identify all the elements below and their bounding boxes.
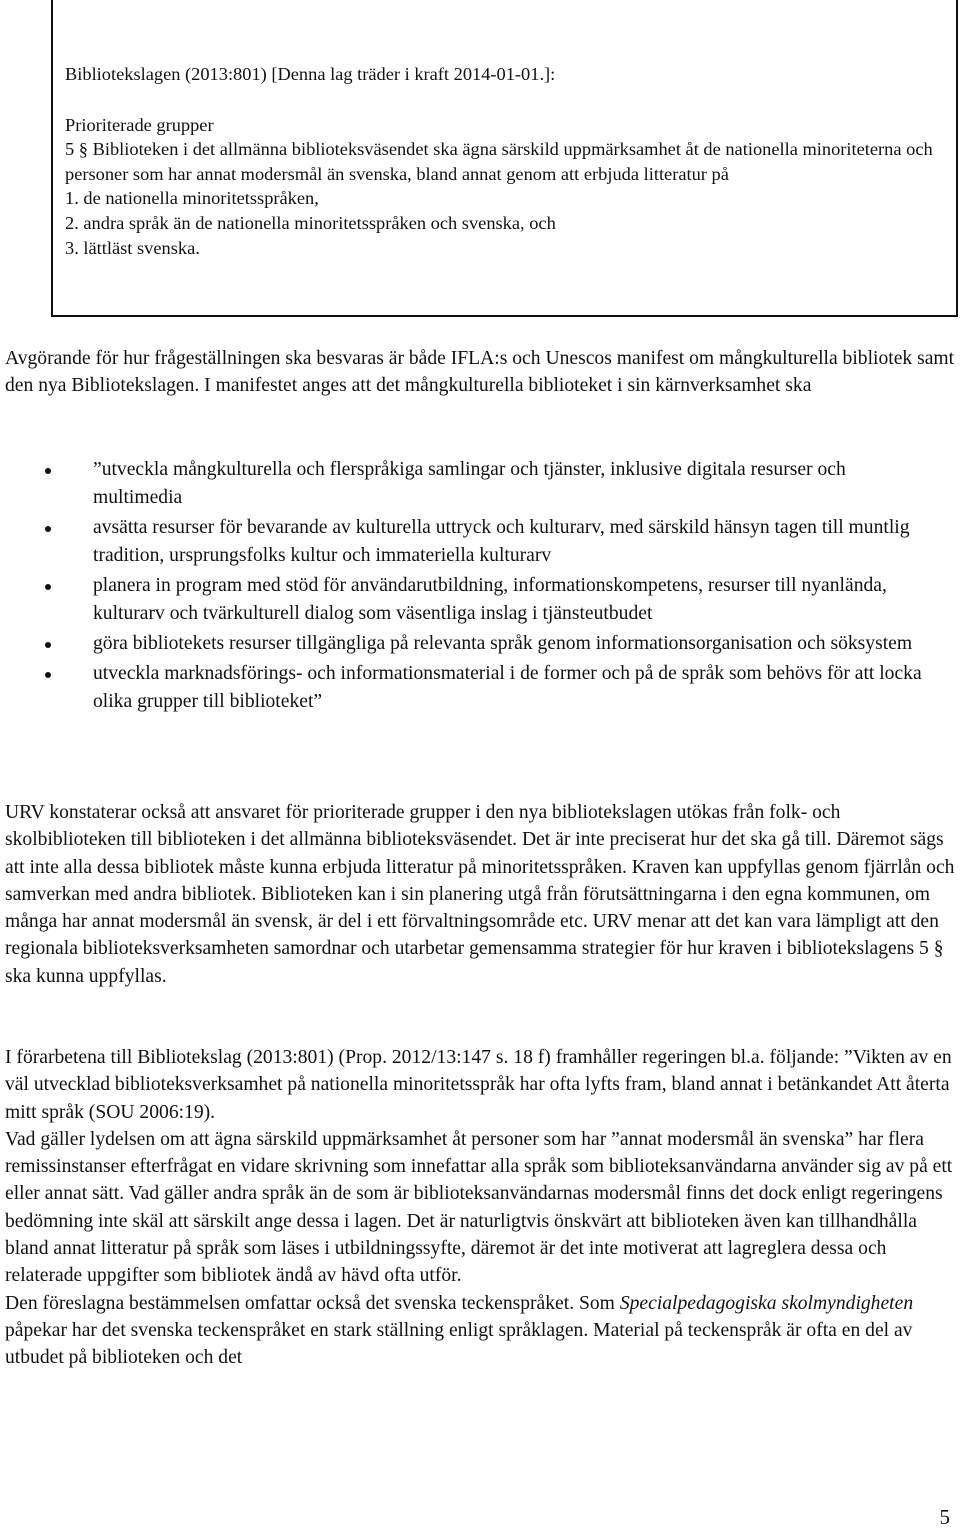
law-subheading: Prioriterade grupper bbox=[65, 114, 214, 135]
agency-name: Specialpedagogiska skolmyndigheten bbox=[619, 1292, 914, 1314]
prop-paragraph-3-end: påpekar har det svenska teckenspråket en stark ställning enligt språklagen. Material på teckenspråk är ofta en del av utbudet på biblioteken och det bbox=[5, 1319, 913, 1369]
page-number: 5 bbox=[939, 1505, 950, 1529]
bullet-text: ”utveckla mångkulturella och flerspråkiga samlingar och tjänster, inklusive digitala resurser och multimedia bbox=[93, 459, 846, 508]
bullet-icon bbox=[45, 526, 51, 532]
bullet-text: utveckla marknadsförings- och informationsmaterial i de former och på de språk som behövs för att locka olika grupper till biblioteket” bbox=[93, 663, 922, 712]
law-item-2: 2. andra språk än de nationella minoritetsspråken och svenska, och bbox=[65, 212, 556, 233]
list-item bbox=[45, 572, 935, 628]
list-item bbox=[45, 630, 935, 658]
bullet-text: avsätta resurser för bevarande av kulturella uttryck och kulturarv, med särskild hänsyn tagen till muntlig tradition, ursprungsfolks kultur och immateriella kulturarv bbox=[93, 517, 910, 566]
list-item bbox=[45, 514, 935, 570]
prop-quote-block bbox=[5, 1044, 955, 1372]
list-item bbox=[45, 456, 935, 512]
intro-paragraph: Avgörande för hur frågeställningen ska besvaras är både IFLA:s och Unescos manifest om mångkulturella bibliotek samt den nya Bibliotekslagen. I manifestet anges att det mångkulturella biblioteket i sin kärnverksamhet ska bbox=[5, 348, 955, 397]
prop-paragraph-1: I förarbetena till Bibliotekslag (2013:801) (Prop. 2012/13:147 s. 18 f) framhåller regeringen bl.a. följande: ”Vikten av en väl utvecklad biblioteksverksamhet på nationella minoritetsspråk har ofta lyfts fram, bland annat i betänkandet Att återta mitt språk (SOU 2006:19). bbox=[5, 1047, 952, 1123]
bullet-icon bbox=[45, 672, 51, 678]
bullet-icon bbox=[45, 468, 51, 474]
prop-paragraph-3-start: Den föreslagna bestämmelsen omfattar också det svenska teckenspråket. Som bbox=[5, 1292, 620, 1314]
law-quote-box bbox=[51, 0, 958, 317]
intro-paragraph-block bbox=[5, 345, 955, 400]
manifest-bullet-list bbox=[45, 456, 935, 718]
urv-paragraph: URV konstaterar också att ansvaret för prioriterade grupper i den nya bibliotekslagen utökas från folk- och skolbiblioteken till biblioteken i det allmänna biblioteksväsendet. Det är inte preciserat hur det ska gå till. Däremot sägs att inte alla dessa bibliotek måste kunna erbjuda litteratur på minoritetsspråken. Kraven kan uppfyllas genom fjärrlån och samverkan med andra bibliotek. Biblioteken kan i sin planering utgå från förutsättningarna i den egna kommunen, om många har annat modersmål än svensk, är del i ett förvaltningsområde etc. URV menar att det kan vara lämpligt att den regionala biblioteksverksamheten samordnar och utarbetar gemensamma strategier för hur kraven i bibliotekslagens 5 § ska kunna uppfyllas. bbox=[5, 802, 955, 987]
bullet-icon bbox=[45, 642, 51, 648]
law-item-3: 3. lättläst svenska. bbox=[65, 237, 200, 258]
law-section-text: 5 § Biblioteken i det allmänna biblioteksväsendet ska ägna särskild uppmärksamhet åt de nationella minoriteterna och personer som har annat modersmål än svenska, bland annat genom att erbjuda litteratur på bbox=[65, 139, 933, 184]
law-item-1: 1. de nationella minoritetsspråken, bbox=[65, 188, 319, 209]
law-quote-content bbox=[65, 62, 946, 260]
prop-paragraph-2: Vad gäller lydelsen om att ägna särskild uppmärksamhet åt personer som har ”annat modersmål än svenska” har flera remissinstanser efterfrågat en vidare skrivning som innefattar alla språk som biblioteksanvändarna använder sig av på ett eller annat sätt. Vad gäller andra språk än de som är biblioteksanvändarnas modersmål finns det dock enligt regeringens bedömning inte skäl att särskilt ange dessa i lagen. Det är naturligtvis önskvärt att biblioteken även kan tillhandhålla bland annat litteratur på språk som läses i utbildningssyfte, däremot är det inte motiverat att lagreglera dessa och relaterade uppgifter som bibliotek ändå av hävd ofta utför. bbox=[5, 1128, 953, 1287]
bullet-icon bbox=[45, 584, 51, 590]
list-item bbox=[45, 660, 935, 716]
urv-paragraph-block bbox=[5, 799, 955, 990]
bullet-text: planera in program med stöd för användarutbildning, informationskompetens, resurser till nyanlända, kulturarv och tvärkulturell dialog som väsentliga inslag i tjänsteutbudet bbox=[93, 575, 887, 624]
bullet-text: göra bibliotekets resurser tillgängliga på relevanta språk genom informationsorganisation och söksystem bbox=[93, 633, 913, 654]
law-heading: Bibliotekslagen (2013:801) [Denna lag träder i kraft 2014-01-01.]: bbox=[65, 64, 556, 84]
prop-paragraph-3 bbox=[5, 1290, 955, 1372]
